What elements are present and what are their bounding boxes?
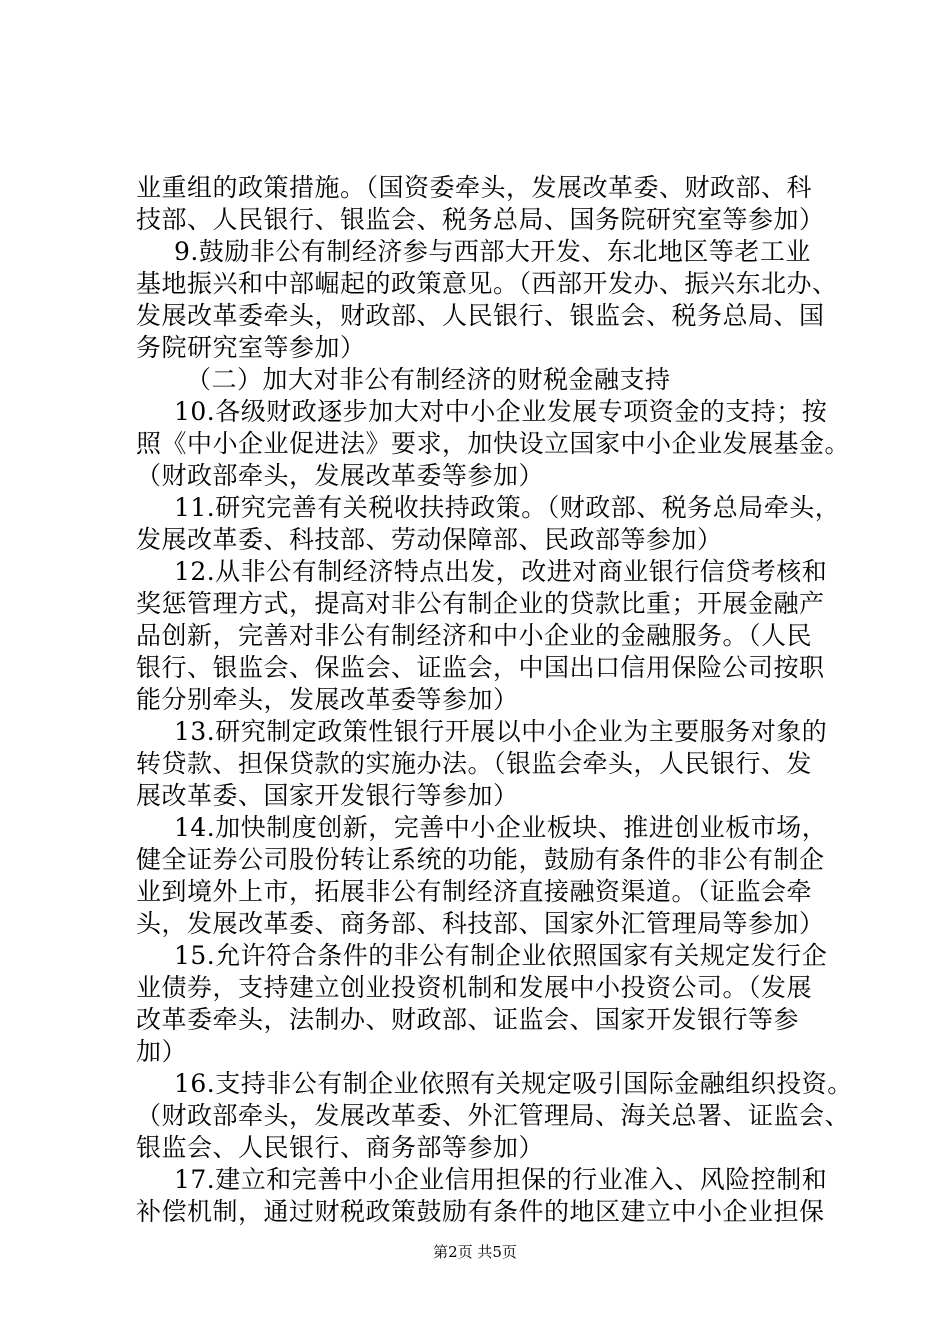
body-line: （财政部牵头，发展改革委、外汇管理局、海关总署、证监会、 [136, 1101, 851, 1130]
body-line: 加） [136, 1037, 188, 1066]
body-line: 展改革委、国家开发银行等参加） [136, 781, 519, 810]
body-line: 头，发展改革委、商务部、科技部、国家外汇管理局等参加） [136, 909, 825, 938]
paragraph-9-start: 9.鼓励非公有制经济参与西部大开发、东北地区等老工业 [174, 237, 811, 266]
body-line: 发展改革委牵头，财政部、人民银行、银监会、税务总局、国 [136, 301, 825, 330]
body-line: 银监会、人民银行、商务部等参加） [136, 1133, 545, 1162]
body-line: 业债券，支持建立创业投资机制和发展中小投资公司。（发展 [136, 973, 813, 1002]
body-line: 转贷款、担保贷款的实施办法。（银监会牵头，人民银行、发 [136, 749, 813, 778]
body-line: 务院研究室等参加） [136, 333, 366, 362]
paragraph-17-start: 17.建立和完善中小企业信用担保的行业准入、风险控制和 [174, 1165, 828, 1194]
body-line: 奖惩管理方式，提高对非公有制企业的贷款比重；开展金融产 [136, 589, 825, 618]
paragraph-15-start: 15.允许符合条件的非公有制企业依照国家有关规定发行企 [174, 941, 828, 970]
page-footer: 第2页 共5页 [433, 1243, 517, 1261]
body-line: 业到境外上市，拓展非公有制经济直接融资渠道。（证监会牵 [136, 877, 813, 906]
body-line: 能分别牵头，发展改革委等参加） [136, 685, 519, 714]
paragraph-11-start: 11.研究完善有关税收扶持政策。（财政部、税务总局牵头， [174, 493, 841, 522]
section-heading: （二）加大对非公有制经济的财税金融支持 [186, 365, 671, 394]
body-line: 改革委牵头，法制办、财政部、证监会、国家开发银行等参 [136, 1005, 800, 1034]
body-line: 品创新，完善对非公有制经济和中小企业的金融服务。（人民 [136, 621, 813, 650]
body-line: 银行、银监会、保监会、证监会，中国出口信用保险公司按职 [136, 653, 825, 682]
paragraph-13-start: 13.研究制定政策性银行开展以中小企业为主要服务对象的 [174, 717, 828, 746]
body-line: （财政部牵头，发展改革委等参加） [136, 461, 545, 490]
body-line: 补偿机制，通过财税政策鼓励有条件的地区建立中小企业担保 [136, 1197, 825, 1226]
paragraph-14-start: 14.加快制度创新，完善中小企业板块、推进创业板市场， [174, 813, 828, 842]
paragraph-12-start: 12.从非公有制经济特点出发，改进对商业银行信贷考核和 [174, 557, 828, 586]
paragraph-16-start: 16.支持非公有制企业依照有关规定吸引国际金融组织投资。 [174, 1069, 853, 1098]
body-line: 健全证券公司股份转让系统的功能，鼓励有条件的非公有制企 [136, 845, 825, 874]
body-line: 照《中小企业促进法》要求，加快设立国家中小企业发展基金。 [136, 429, 851, 458]
body-line: 业重组的政策措施。（国资委牵头，发展改革委、财政部、科 [136, 173, 813, 202]
body-line: 基地振兴和中部崛起的政策意见。（西部开发办、振兴东北办、 [136, 269, 838, 298]
body-line: 技部、人民银行、银监会、税务总局、国务院研究室等参加） [136, 205, 825, 234]
body-line: 发展改革委、科技部、劳动保障部、民政部等参加） [136, 525, 723, 554]
paragraph-10-start: 10.各级财政逐步加大对中小企业发展专项资金的支持；按 [174, 397, 828, 426]
